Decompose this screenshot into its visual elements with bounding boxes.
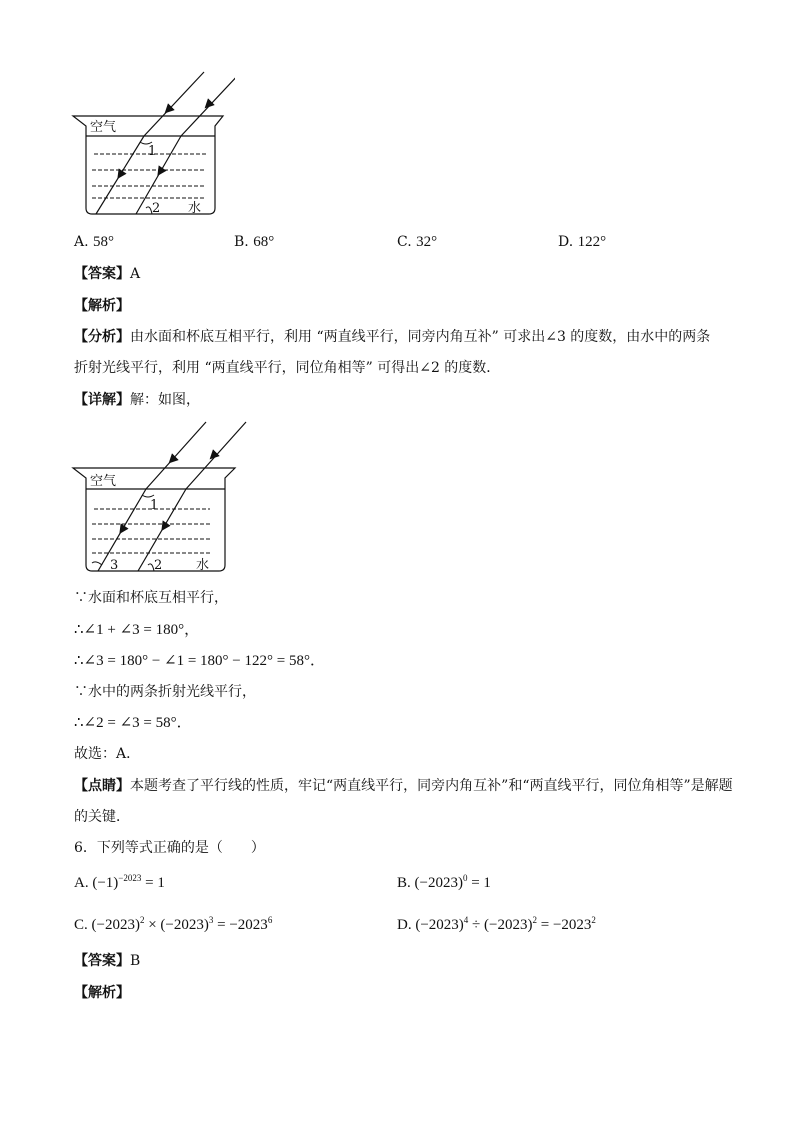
fenxi-line-2 bbox=[74, 358, 500, 378]
water-label-2: 水 bbox=[196, 558, 210, 573]
detail-tag: 【详解】 bbox=[74, 392, 130, 408]
q6-option-d-exp1: 4 bbox=[463, 915, 469, 925]
q6-option-d-exp2: 2 bbox=[532, 915, 537, 925]
option-d-letter: D. bbox=[558, 234, 574, 250]
water-dashes-2 bbox=[92, 509, 210, 553]
dianjing-text-1: 本题考查了平行线的性质，牢记“两直线平行，同旁内角互补”和“两直线平行，同位角相等”是解题 bbox=[130, 778, 733, 794]
analysis-line bbox=[74, 296, 130, 316]
q6-answer-tag: 【答案】 bbox=[74, 953, 130, 969]
answer-tag: 【答案】 bbox=[74, 266, 130, 282]
q6-option-d-mid: ÷ (−2023) bbox=[468, 917, 533, 933]
q6-option-a bbox=[74, 873, 165, 892]
q6-option-b-rest: = 1 bbox=[467, 875, 491, 891]
q6-option-c bbox=[74, 915, 272, 934]
question-6-stem: 6．下列等式正确的是（ ） bbox=[74, 840, 265, 856]
step-3: ∴∠3 = 180° − ∠1 = 180° − 122° = 58°． bbox=[74, 653, 325, 669]
q6-answer-line bbox=[74, 951, 140, 971]
dianjing-tag: 【点睛】 bbox=[74, 778, 130, 794]
q6-option-c-exp1: 2 bbox=[139, 915, 145, 925]
option-d bbox=[558, 234, 606, 251]
analysis-tag: 【解析】 bbox=[74, 298, 130, 314]
detail-line bbox=[74, 390, 200, 410]
light-ray-2b bbox=[138, 422, 246, 571]
q6-option-c-letter: C. bbox=[74, 917, 88, 933]
q6-option-c-base1: (−2023) bbox=[91, 917, 140, 933]
q6-option-b bbox=[397, 873, 491, 892]
choose-line: 故选：A． bbox=[74, 746, 141, 762]
angle1-label: 1 bbox=[148, 144, 157, 159]
q6-answer-value: B bbox=[130, 953, 141, 969]
fenxi-tag: 【分析】 bbox=[74, 329, 130, 345]
answer-line bbox=[74, 264, 140, 284]
q6-option-c-exp3: 6 bbox=[267, 915, 273, 925]
fenxi-text-1: 由水面和杯底互相平行，利用 “两直线平行，同旁内角互补” 可求出∠3 的度数，由水中的两条 bbox=[130, 329, 711, 345]
angle3-label-2: 3 bbox=[110, 558, 119, 573]
q6-option-a-rest: = 1 bbox=[141, 875, 165, 891]
option-b bbox=[234, 234, 274, 251]
dianjing-line-2: 的关键． bbox=[74, 809, 130, 825]
option-b-letter: B. bbox=[234, 234, 249, 250]
fenxi-text-2: 折射光线平行，利用 “两直线平行，同位角相等” 可得出∠2 的度数． bbox=[74, 360, 501, 376]
step-1: ∵水面和杯底互相平行， bbox=[74, 590, 228, 606]
beaker-figure-1 bbox=[70, 68, 235, 218]
air-label-2: 空气 bbox=[90, 474, 117, 489]
option-b-text: 68° bbox=[253, 234, 275, 250]
option-c-text: 32° bbox=[416, 234, 438, 250]
answer-value: A bbox=[130, 266, 141, 282]
q6-option-d-exp3: 2 bbox=[591, 915, 596, 925]
step-5: ∴∠2 = ∠3 = 58°． bbox=[74, 715, 192, 731]
option-a-text: 58° bbox=[93, 234, 115, 250]
fenxi-line-1 bbox=[74, 327, 710, 347]
angle2-label: 2 bbox=[152, 201, 161, 216]
q6-option-b-exp: 0 bbox=[462, 873, 468, 883]
option-a bbox=[74, 234, 114, 251]
q6-option-a-exp: −2023 bbox=[118, 873, 142, 883]
option-c bbox=[397, 234, 437, 251]
option-a-letter: A. bbox=[74, 234, 89, 250]
q6-option-b-letter: B. bbox=[397, 875, 411, 891]
q6-option-c-exp2: 3 bbox=[208, 915, 214, 925]
q6-option-c-mid: × (−2023) bbox=[144, 917, 209, 933]
q6-option-d bbox=[397, 915, 596, 934]
detail-text: 解：如图， bbox=[130, 392, 200, 408]
dianjing-line-1 bbox=[74, 776, 733, 796]
angle1-label-2: 1 bbox=[150, 498, 159, 513]
q6-option-d-letter: D. bbox=[397, 917, 412, 933]
option-c-letter: C. bbox=[397, 234, 412, 250]
q6-analysis-line bbox=[74, 983, 130, 1003]
q6-option-b-base: (−2023) bbox=[414, 875, 463, 891]
step-4: ∵水中的两条折射光线平行， bbox=[74, 684, 256, 700]
water-label: 水 bbox=[188, 201, 202, 216]
q6-option-d-base1: (−2023) bbox=[415, 917, 464, 933]
beaker-figure-2 bbox=[70, 420, 250, 575]
air-label: 空气 bbox=[90, 120, 117, 135]
q6-option-d-rest: = −2023 bbox=[536, 917, 592, 933]
step-2: ∴∠1 + ∠3 = 180°， bbox=[74, 622, 200, 638]
q6-option-a-base: (−1) bbox=[92, 875, 119, 891]
option-d-text: 122° bbox=[577, 234, 607, 250]
angle2-label-2: 2 bbox=[154, 558, 163, 573]
q6-option-a-letter: A. bbox=[74, 875, 89, 891]
q6-analysis-tag: 【解析】 bbox=[74, 985, 130, 1001]
q6-option-c-rest: = −2023 bbox=[213, 917, 268, 933]
